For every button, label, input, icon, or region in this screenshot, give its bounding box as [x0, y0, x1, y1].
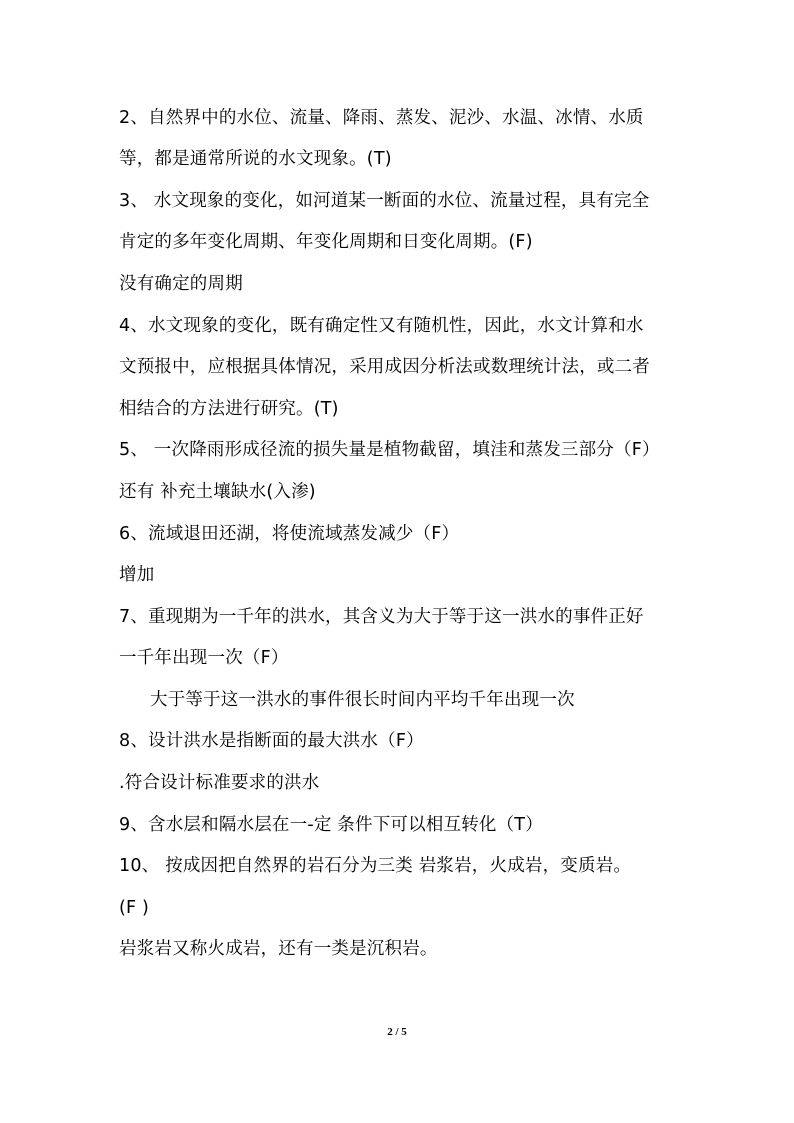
question-6-line-1: 6、流域退田还湖，将使流域蒸发减少（F） — [119, 524, 460, 544]
question-7-line-2: 一千年出现一次（F） — [119, 648, 289, 668]
question-7-answer: 大于等于这一洪水的事件很长时间内平均千年出现一次 — [150, 690, 575, 710]
question-9-line-1: 9、含水层和隔水层在一-定 条件下可以相互转化（T） — [119, 815, 543, 835]
question-4-line-1: 4、水文现象的变化，既有确定性又有随机性，因此，水文计算和水 — [119, 316, 644, 336]
question-2-line-1: 2、自然界中的水位、流量、降雨、蒸发、泥沙、水温、冰情、水质 — [119, 108, 644, 128]
question-4-line-2: 文预报中，应根据具体情况，采用成因分析法或数理统计法，或二者 — [119, 357, 650, 377]
question-7-line-1: 7、重现期为一千年的洪水，其含义为大于等于这一洪水的事件正好 — [119, 607, 644, 627]
question-3-line-1: 3、 水文现象的变化，如河道某一断面的水位、流量过程，具有完全 — [119, 191, 650, 211]
question-5-answer: 还有 补充土壤缺水(入渗) — [119, 482, 316, 502]
question-6-answer: 增加 — [119, 565, 155, 585]
question-8-answer: .符合设计标准要求的洪水 — [119, 773, 320, 793]
question-10-answer: 岩浆岩又称火成岩，还有一类是沉积岩。 — [119, 939, 438, 959]
page-number: 2 / 5 — [387, 1026, 407, 1038]
question-8-line-1: 8、设计洪水是指断面的最大洪水（F） — [119, 731, 424, 751]
question-3-answer: 没有确定的周期 — [119, 274, 243, 294]
question-2-line-2: 等，都是通常所说的水文现象。(T) — [119, 149, 392, 169]
question-10-line-1: 10、 按成因把自然界的岩石分为三类 岩浆岩，火成岩，变质岩。 — [119, 856, 632, 876]
question-4-line-3: 相结合的方法进行研究。(T) — [119, 399, 339, 419]
question-10-line-2: (F ) — [119, 898, 150, 918]
question-5-line-1: 5、 一次降雨形成径流的损失量是植物截留，填洼和蒸发三部分（F） — [119, 440, 660, 460]
question-3-line-2: 肯定的多年变化周期、年变化周期和日变化周期。(F) — [119, 232, 533, 252]
